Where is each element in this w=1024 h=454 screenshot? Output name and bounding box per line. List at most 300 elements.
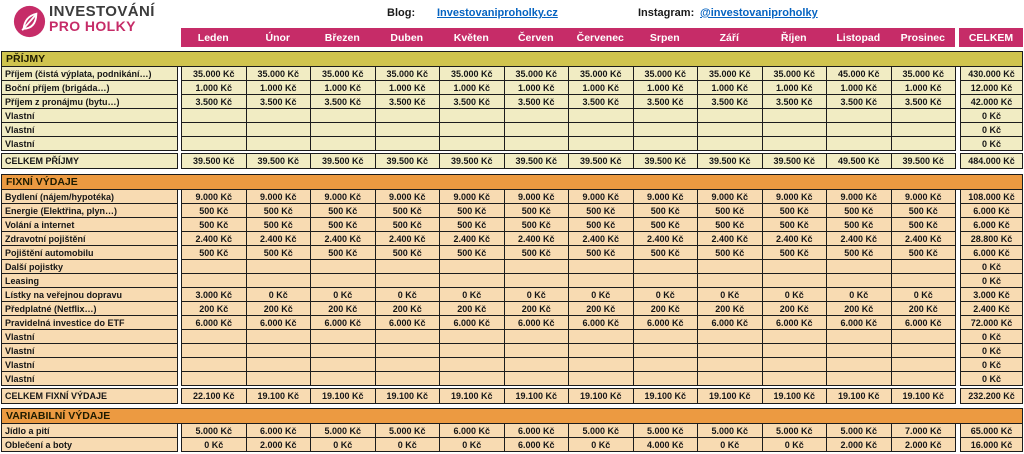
- value-cell[interactable]: 9.000 Kč: [891, 189, 957, 204]
- value-cell[interactable]: [181, 371, 247, 386]
- month-header-cell[interactable]: Prosinec: [900, 31, 945, 44]
- value-cell[interactable]: 1.000 Kč: [246, 80, 312, 95]
- value-cell[interactable]: [568, 108, 634, 123]
- value-cell[interactable]: [310, 343, 376, 358]
- month-header-cell[interactable]: Duben: [390, 31, 424, 44]
- row-total-cell[interactable]: 108.000 Kč: [960, 189, 1023, 204]
- value-cell[interactable]: [246, 108, 312, 123]
- value-cell[interactable]: [246, 371, 312, 386]
- value-cell[interactable]: 1.000 Kč: [181, 80, 247, 95]
- row-label-cell[interactable]: Volání a internet: [1, 217, 178, 232]
- value-cell[interactable]: 0 Kč: [310, 437, 376, 452]
- value-cell[interactable]: [310, 357, 376, 372]
- value-cell[interactable]: 35.000 Kč: [762, 66, 828, 81]
- value-cell[interactable]: 9.000 Kč: [504, 189, 570, 204]
- value-cell[interactable]: 6.000 Kč: [246, 315, 312, 330]
- value-cell[interactable]: 200 Kč: [762, 301, 828, 316]
- blog-link[interactable]: Investovaniproholky.cz: [437, 7, 558, 19]
- value-cell[interactable]: [697, 343, 763, 358]
- value-cell[interactable]: 5.000 Kč: [826, 423, 892, 438]
- value-cell[interactable]: [181, 273, 247, 288]
- value-cell[interactable]: [826, 259, 892, 274]
- value-cell[interactable]: 6.000 Kč: [891, 315, 957, 330]
- value-cell[interactable]: 35.000 Kč: [246, 66, 312, 81]
- value-cell[interactable]: 19.100 Kč: [439, 388, 505, 404]
- value-cell[interactable]: [181, 136, 247, 151]
- value-cell[interactable]: 500 Kč: [826, 217, 892, 232]
- value-cell[interactable]: 1.000 Kč: [375, 80, 441, 95]
- value-cell[interactable]: 2.000 Kč: [246, 437, 312, 452]
- value-cell[interactable]: 6.000 Kč: [310, 315, 376, 330]
- value-cell[interactable]: [181, 357, 247, 372]
- value-cell[interactable]: 500 Kč: [310, 217, 376, 232]
- value-cell[interactable]: [762, 122, 828, 137]
- instagram-link[interactable]: @investovaniproholky: [700, 7, 818, 19]
- value-cell[interactable]: 3.500 Kč: [697, 94, 763, 109]
- value-cell[interactable]: [697, 357, 763, 372]
- value-cell[interactable]: [310, 108, 376, 123]
- value-cell[interactable]: 2.400 Kč: [762, 231, 828, 246]
- value-cell[interactable]: [504, 259, 570, 274]
- value-cell[interactable]: 500 Kč: [633, 245, 699, 260]
- value-cell[interactable]: 0 Kč: [826, 287, 892, 302]
- value-cell[interactable]: 22.100 Kč: [181, 388, 247, 404]
- value-cell[interactable]: 0 Kč: [375, 287, 441, 302]
- value-cell[interactable]: 39.500 Kč: [762, 153, 828, 169]
- value-cell[interactable]: 6.000 Kč: [439, 423, 505, 438]
- value-cell[interactable]: 200 Kč: [246, 301, 312, 316]
- row-total-cell[interactable]: 0 Kč: [960, 343, 1023, 358]
- value-cell[interactable]: 39.500 Kč: [439, 153, 505, 169]
- value-cell[interactable]: 4.000 Kč: [633, 437, 699, 452]
- value-cell[interactable]: [375, 357, 441, 372]
- row-total-cell[interactable]: 2.400 Kč: [960, 301, 1023, 316]
- row-label-cell[interactable]: CELKEM FIXNÍ VÝDAJE: [1, 388, 178, 404]
- value-cell[interactable]: 500 Kč: [762, 203, 828, 218]
- value-cell[interactable]: [891, 273, 957, 288]
- value-cell[interactable]: [439, 273, 505, 288]
- value-cell[interactable]: 39.500 Kč: [375, 153, 441, 169]
- row-total-cell[interactable]: 28.800 Kč: [960, 231, 1023, 246]
- row-label-cell[interactable]: Vlastní: [1, 122, 178, 137]
- value-cell[interactable]: [891, 343, 957, 358]
- row-total-cell[interactable]: 42.000 Kč: [960, 94, 1023, 109]
- row-total-cell[interactable]: 484.000 Kč: [960, 153, 1023, 169]
- value-cell[interactable]: 5.000 Kč: [633, 423, 699, 438]
- value-cell[interactable]: 500 Kč: [568, 245, 634, 260]
- row-label-cell[interactable]: Boční příjem (brigáda…): [1, 80, 178, 95]
- value-cell[interactable]: [439, 371, 505, 386]
- value-cell[interactable]: [762, 329, 828, 344]
- month-header-cell[interactable]: Září: [719, 31, 739, 44]
- month-header-cell[interactable]: Říjen: [780, 31, 807, 44]
- value-cell[interactable]: [375, 343, 441, 358]
- value-cell[interactable]: 6.000 Kč: [504, 423, 570, 438]
- row-label-cell[interactable]: CELKEM PŘÍJMY: [1, 153, 178, 169]
- value-cell[interactable]: [762, 273, 828, 288]
- value-cell[interactable]: [568, 371, 634, 386]
- value-cell[interactable]: [633, 136, 699, 151]
- value-cell[interactable]: 39.500 Kč: [181, 153, 247, 169]
- value-cell[interactable]: [310, 122, 376, 137]
- value-cell[interactable]: [246, 343, 312, 358]
- value-cell[interactable]: 6.000 Kč: [504, 315, 570, 330]
- value-cell[interactable]: [439, 259, 505, 274]
- row-total-cell[interactable]: 0 Kč: [960, 329, 1023, 344]
- month-header-cell[interactable]: Srpen: [649, 31, 680, 44]
- value-cell[interactable]: [568, 273, 634, 288]
- value-cell[interactable]: 19.100 Kč: [310, 388, 376, 404]
- row-total-cell[interactable]: 12.000 Kč: [960, 80, 1023, 95]
- value-cell[interactable]: 3.500 Kč: [246, 94, 312, 109]
- value-cell[interactable]: 500 Kč: [891, 245, 957, 260]
- value-cell[interactable]: 3.500 Kč: [375, 94, 441, 109]
- value-cell[interactable]: 500 Kč: [181, 203, 247, 218]
- value-cell[interactable]: 2.400 Kč: [697, 231, 763, 246]
- month-header-cell[interactable]: Červenec: [576, 31, 624, 44]
- value-cell[interactable]: 0 Kč: [568, 287, 634, 302]
- value-cell[interactable]: 2.000 Kč: [891, 437, 957, 452]
- value-cell[interactable]: [375, 122, 441, 137]
- value-cell[interactable]: 5.000 Kč: [762, 423, 828, 438]
- value-cell[interactable]: [762, 357, 828, 372]
- value-cell[interactable]: [697, 122, 763, 137]
- value-cell[interactable]: 500 Kč: [310, 203, 376, 218]
- value-cell[interactable]: [891, 108, 957, 123]
- value-cell[interactable]: 0 Kč: [504, 287, 570, 302]
- value-cell[interactable]: [181, 259, 247, 274]
- value-cell[interactable]: [181, 108, 247, 123]
- row-total-cell[interactable]: 65.000 Kč: [960, 423, 1023, 438]
- value-cell[interactable]: [826, 357, 892, 372]
- value-cell[interactable]: 0 Kč: [762, 287, 828, 302]
- value-cell[interactable]: 500 Kč: [181, 245, 247, 260]
- row-total-cell[interactable]: 0 Kč: [960, 108, 1023, 123]
- value-cell[interactable]: 0 Kč: [246, 287, 312, 302]
- value-cell[interactable]: [568, 329, 634, 344]
- row-label-cell[interactable]: Bydlení (nájem/hypotéka): [1, 189, 178, 204]
- value-cell[interactable]: 0 Kč: [633, 287, 699, 302]
- value-cell[interactable]: 500 Kč: [568, 203, 634, 218]
- value-cell[interactable]: 9.000 Kč: [181, 189, 247, 204]
- month-header-cell[interactable]: Leden: [197, 31, 229, 44]
- value-cell[interactable]: 35.000 Kč: [181, 66, 247, 81]
- value-cell[interactable]: 9.000 Kč: [633, 189, 699, 204]
- value-cell[interactable]: [439, 108, 505, 123]
- value-cell[interactable]: 200 Kč: [568, 301, 634, 316]
- value-cell[interactable]: 1.000 Kč: [697, 80, 763, 95]
- value-cell[interactable]: [375, 259, 441, 274]
- row-total-cell[interactable]: 6.000 Kč: [960, 245, 1023, 260]
- value-cell[interactable]: [310, 259, 376, 274]
- value-cell[interactable]: 2.000 Kč: [826, 437, 892, 452]
- month-header-cell[interactable]: Únor: [265, 31, 290, 44]
- value-cell[interactable]: 200 Kč: [633, 301, 699, 316]
- value-cell[interactable]: 5.000 Kč: [697, 423, 763, 438]
- value-cell[interactable]: 2.400 Kč: [181, 231, 247, 246]
- value-cell[interactable]: [826, 122, 892, 137]
- value-cell[interactable]: 500 Kč: [246, 245, 312, 260]
- value-cell[interactable]: [762, 108, 828, 123]
- row-label-cell[interactable]: Vlastní: [1, 108, 178, 123]
- value-cell[interactable]: 1.000 Kč: [826, 80, 892, 95]
- value-cell[interactable]: [375, 136, 441, 151]
- value-cell[interactable]: [891, 136, 957, 151]
- row-total-cell[interactable]: 6.000 Kč: [960, 203, 1023, 218]
- value-cell[interactable]: 500 Kč: [375, 245, 441, 260]
- value-cell[interactable]: 35.000 Kč: [310, 66, 376, 81]
- value-cell[interactable]: 200 Kč: [181, 301, 247, 316]
- section-header[interactable]: FIXNÍ VÝDAJE: [1, 174, 1023, 190]
- value-cell[interactable]: 1.000 Kč: [762, 80, 828, 95]
- value-cell[interactable]: 6.000 Kč: [633, 315, 699, 330]
- value-cell[interactable]: 19.100 Kč: [697, 388, 763, 404]
- row-total-cell[interactable]: 0 Kč: [960, 136, 1023, 151]
- value-cell[interactable]: 35.000 Kč: [568, 66, 634, 81]
- value-cell[interactable]: 0 Kč: [697, 437, 763, 452]
- value-cell[interactable]: [633, 329, 699, 344]
- row-total-cell[interactable]: 0 Kč: [960, 273, 1023, 288]
- value-cell[interactable]: 5.000 Kč: [568, 423, 634, 438]
- value-cell[interactable]: 1.000 Kč: [504, 80, 570, 95]
- value-cell[interactable]: [375, 108, 441, 123]
- value-cell[interactable]: 0 Kč: [439, 287, 505, 302]
- value-cell[interactable]: 500 Kč: [697, 203, 763, 218]
- value-cell[interactable]: 200 Kč: [891, 301, 957, 316]
- value-cell[interactable]: [697, 371, 763, 386]
- value-cell[interactable]: 1.000 Kč: [633, 80, 699, 95]
- row-total-cell[interactable]: 232.200 Kč: [960, 388, 1023, 404]
- value-cell[interactable]: [568, 357, 634, 372]
- value-cell[interactable]: [568, 122, 634, 137]
- value-cell[interactable]: 500 Kč: [375, 203, 441, 218]
- row-label-cell[interactable]: Zdravotní pojištění: [1, 231, 178, 246]
- value-cell[interactable]: [826, 136, 892, 151]
- row-label-cell[interactable]: Energie (Elektřina, plyn…): [1, 203, 178, 218]
- row-total-cell[interactable]: 0 Kč: [960, 371, 1023, 386]
- value-cell[interactable]: 6.000 Kč: [697, 315, 763, 330]
- value-cell[interactable]: [246, 329, 312, 344]
- value-cell[interactable]: [568, 259, 634, 274]
- value-cell[interactable]: [504, 122, 570, 137]
- value-cell[interactable]: 6.000 Kč: [568, 315, 634, 330]
- value-cell[interactable]: [504, 136, 570, 151]
- value-cell[interactable]: [891, 371, 957, 386]
- row-total-cell[interactable]: 3.000 Kč: [960, 287, 1023, 302]
- value-cell[interactable]: 45.000 Kč: [826, 66, 892, 81]
- value-cell[interactable]: 500 Kč: [762, 245, 828, 260]
- value-cell[interactable]: 200 Kč: [310, 301, 376, 316]
- value-cell[interactable]: 9.000 Kč: [826, 189, 892, 204]
- value-cell[interactable]: [697, 108, 763, 123]
- value-cell[interactable]: 2.400 Kč: [375, 231, 441, 246]
- value-cell[interactable]: 39.500 Kč: [697, 153, 763, 169]
- value-cell[interactable]: [891, 357, 957, 372]
- value-cell[interactable]: 1.000 Kč: [310, 80, 376, 95]
- value-cell[interactable]: 9.000 Kč: [439, 189, 505, 204]
- value-cell[interactable]: 500 Kč: [439, 203, 505, 218]
- value-cell[interactable]: 500 Kč: [762, 217, 828, 232]
- value-cell[interactable]: 500 Kč: [504, 203, 570, 218]
- value-cell[interactable]: 500 Kč: [891, 217, 957, 232]
- value-cell[interactable]: [246, 357, 312, 372]
- row-label-cell[interactable]: Lístky na veřejnou dopravu: [1, 287, 178, 302]
- value-cell[interactable]: [375, 371, 441, 386]
- value-cell[interactable]: [762, 259, 828, 274]
- value-cell[interactable]: [504, 273, 570, 288]
- value-cell[interactable]: 2.400 Kč: [826, 231, 892, 246]
- value-cell[interactable]: 3.500 Kč: [762, 94, 828, 109]
- value-cell[interactable]: [310, 371, 376, 386]
- value-cell[interactable]: [697, 136, 763, 151]
- value-cell[interactable]: 200 Kč: [697, 301, 763, 316]
- value-cell[interactable]: [310, 273, 376, 288]
- value-cell[interactable]: [633, 357, 699, 372]
- value-cell[interactable]: 6.000 Kč: [504, 437, 570, 452]
- value-cell[interactable]: 200 Kč: [826, 301, 892, 316]
- value-cell[interactable]: 19.100 Kč: [762, 388, 828, 404]
- value-cell[interactable]: 2.400 Kč: [891, 231, 957, 246]
- value-cell[interactable]: [246, 122, 312, 137]
- value-cell[interactable]: 19.100 Kč: [891, 388, 957, 404]
- value-cell[interactable]: 3.500 Kč: [826, 94, 892, 109]
- value-cell[interactable]: 9.000 Kč: [246, 189, 312, 204]
- value-cell[interactable]: 39.500 Kč: [246, 153, 312, 169]
- value-cell[interactable]: 200 Kč: [504, 301, 570, 316]
- value-cell[interactable]: [826, 371, 892, 386]
- value-cell[interactable]: 500 Kč: [504, 217, 570, 232]
- value-cell[interactable]: 500 Kč: [826, 203, 892, 218]
- value-cell[interactable]: [504, 371, 570, 386]
- value-cell[interactable]: 500 Kč: [375, 217, 441, 232]
- value-cell[interactable]: 5.000 Kč: [310, 423, 376, 438]
- value-cell[interactable]: 3.500 Kč: [891, 94, 957, 109]
- value-cell[interactable]: 500 Kč: [246, 217, 312, 232]
- value-cell[interactable]: [826, 108, 892, 123]
- value-cell[interactable]: 0 Kč: [181, 437, 247, 452]
- value-cell[interactable]: 35.000 Kč: [633, 66, 699, 81]
- value-cell[interactable]: 35.000 Kč: [697, 66, 763, 81]
- value-cell[interactable]: [375, 273, 441, 288]
- value-cell[interactable]: [633, 371, 699, 386]
- value-cell[interactable]: 35.000 Kč: [375, 66, 441, 81]
- row-label-cell[interactable]: Pravidelná investice do ETF: [1, 315, 178, 330]
- value-cell[interactable]: 0 Kč: [310, 287, 376, 302]
- value-cell[interactable]: [697, 329, 763, 344]
- value-cell[interactable]: 39.500 Kč: [891, 153, 957, 169]
- value-cell[interactable]: [439, 329, 505, 344]
- value-cell[interactable]: 2.400 Kč: [633, 231, 699, 246]
- value-cell[interactable]: 6.000 Kč: [826, 315, 892, 330]
- value-cell[interactable]: [439, 122, 505, 137]
- value-cell[interactable]: [504, 329, 570, 344]
- month-header-cell[interactable]: Červen: [517, 31, 554, 44]
- value-cell[interactable]: 1.000 Kč: [891, 80, 957, 95]
- section-header[interactable]: PŘÍJMY: [1, 51, 1023, 67]
- value-cell[interactable]: [568, 343, 634, 358]
- value-cell[interactable]: 19.100 Kč: [568, 388, 634, 404]
- row-total-cell[interactable]: 6.000 Kč: [960, 217, 1023, 232]
- value-cell[interactable]: [762, 343, 828, 358]
- value-cell[interactable]: 500 Kč: [891, 203, 957, 218]
- value-cell[interactable]: 0 Kč: [439, 437, 505, 452]
- value-cell[interactable]: [246, 136, 312, 151]
- value-cell[interactable]: 500 Kč: [504, 245, 570, 260]
- value-cell[interactable]: 19.100 Kč: [826, 388, 892, 404]
- value-cell[interactable]: 9.000 Kč: [310, 189, 376, 204]
- value-cell[interactable]: 6.000 Kč: [246, 423, 312, 438]
- value-cell[interactable]: 35.000 Kč: [504, 66, 570, 81]
- value-cell[interactable]: 2.400 Kč: [439, 231, 505, 246]
- row-label-cell[interactable]: Jídlo a pití: [1, 423, 178, 438]
- value-cell[interactable]: 6.000 Kč: [375, 315, 441, 330]
- value-cell[interactable]: 0 Kč: [762, 437, 828, 452]
- value-cell[interactable]: 3.500 Kč: [181, 94, 247, 109]
- value-cell[interactable]: 2.400 Kč: [246, 231, 312, 246]
- value-cell[interactable]: 9.000 Kč: [375, 189, 441, 204]
- value-cell[interactable]: 2.400 Kč: [310, 231, 376, 246]
- value-cell[interactable]: 39.500 Kč: [310, 153, 376, 169]
- value-cell[interactable]: 7.000 Kč: [891, 423, 957, 438]
- row-total-cell[interactable]: 16.000 Kč: [960, 437, 1023, 452]
- value-cell[interactable]: 35.000 Kč: [891, 66, 957, 81]
- value-cell[interactable]: 19.100 Kč: [633, 388, 699, 404]
- row-label-cell[interactable]: Další pojistky: [1, 259, 178, 274]
- value-cell[interactable]: 9.000 Kč: [568, 189, 634, 204]
- value-cell[interactable]: 6.000 Kč: [439, 315, 505, 330]
- value-cell[interactable]: 500 Kč: [826, 245, 892, 260]
- row-total-cell[interactable]: 0 Kč: [960, 357, 1023, 372]
- value-cell[interactable]: [181, 329, 247, 344]
- value-cell[interactable]: 200 Kč: [375, 301, 441, 316]
- value-cell[interactable]: [375, 329, 441, 344]
- value-cell[interactable]: [762, 371, 828, 386]
- value-cell[interactable]: [633, 108, 699, 123]
- value-cell[interactable]: 19.100 Kč: [246, 388, 312, 404]
- value-cell[interactable]: 0 Kč: [891, 287, 957, 302]
- value-cell[interactable]: [246, 273, 312, 288]
- value-cell[interactable]: 3.000 Kč: [181, 287, 247, 302]
- value-cell[interactable]: [697, 259, 763, 274]
- value-cell[interactable]: [181, 343, 247, 358]
- value-cell[interactable]: 500 Kč: [568, 217, 634, 232]
- value-cell[interactable]: [310, 136, 376, 151]
- value-cell[interactable]: [310, 329, 376, 344]
- row-label-cell[interactable]: Vlastní: [1, 343, 178, 358]
- value-cell[interactable]: 19.100 Kč: [504, 388, 570, 404]
- value-cell[interactable]: [568, 136, 634, 151]
- value-cell[interactable]: 1.000 Kč: [568, 80, 634, 95]
- value-cell[interactable]: [181, 122, 247, 137]
- month-header-cell[interactable]: Květen: [453, 31, 489, 44]
- row-label-cell[interactable]: Předplatné (Netflix…): [1, 301, 178, 316]
- row-label-cell[interactable]: Pojištění automobilu: [1, 245, 178, 260]
- value-cell[interactable]: 500 Kč: [181, 217, 247, 232]
- value-cell[interactable]: 500 Kč: [439, 217, 505, 232]
- value-cell[interactable]: [633, 343, 699, 358]
- value-cell[interactable]: [246, 259, 312, 274]
- row-total-cell[interactable]: 72.000 Kč: [960, 315, 1023, 330]
- value-cell[interactable]: [891, 329, 957, 344]
- row-total-cell[interactable]: 0 Kč: [960, 259, 1023, 274]
- value-cell[interactable]: 35.000 Kč: [439, 66, 505, 81]
- value-cell[interactable]: [762, 136, 828, 151]
- row-label-cell[interactable]: Příjem z pronájmu (bytu…): [1, 94, 178, 109]
- value-cell[interactable]: 1.000 Kč: [439, 80, 505, 95]
- value-cell[interactable]: [504, 343, 570, 358]
- value-cell[interactable]: 200 Kč: [439, 301, 505, 316]
- value-cell[interactable]: 39.500 Kč: [504, 153, 570, 169]
